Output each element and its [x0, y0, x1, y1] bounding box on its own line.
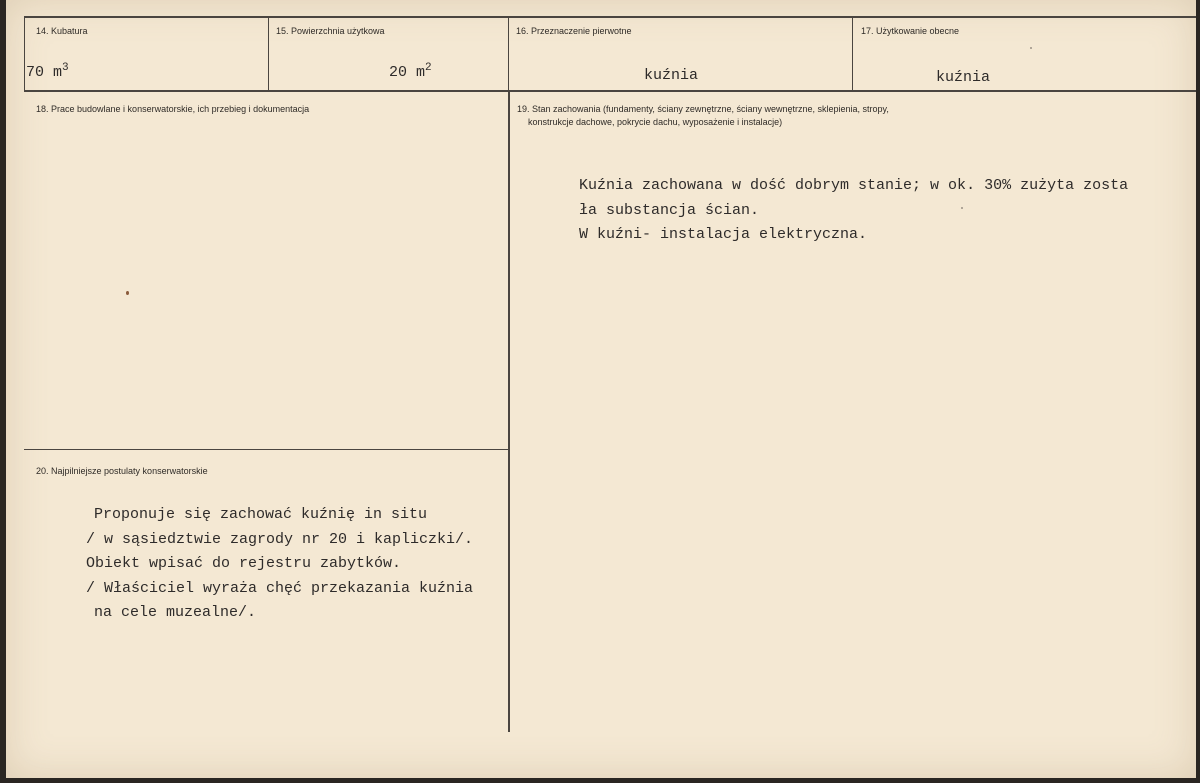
divider-main — [508, 90, 510, 732]
field-17-value: kuźnia — [936, 69, 991, 86]
kubatura-value: 70 m — [26, 64, 63, 81]
left-rule — [24, 16, 25, 92]
field-14-label: 14. Kubatura — [36, 26, 88, 36]
field-19-line: Kuźnia zachowana w dość dobrym stanie; w ok. 30% zużyta zosta — [579, 177, 1129, 194]
field-14-value — [26, 62, 69, 81]
row-rule — [24, 90, 1196, 92]
field-20-line: Proponuje się zachować kuźnię in situ — [94, 506, 428, 523]
divider-15-16 — [508, 16, 509, 92]
field-20-text — [86, 503, 473, 626]
field-19-label-line2: konstrukcje dachowe, pokrycie dachu, wyposażenie i instalacje) — [528, 117, 783, 127]
field-20-line: na cele muzealne/. — [94, 604, 257, 621]
divider-18-20 — [24, 449, 510, 450]
paper-speck — [961, 207, 963, 209]
powierzchnia-value: 20 m — [389, 64, 426, 81]
field-19-line: ła substancja ścian. — [579, 201, 760, 219]
field-15-value — [389, 62, 432, 81]
field-19-label — [517, 103, 889, 129]
divider-16-17 — [852, 16, 853, 92]
field-20-line: / Właściciel wyraża chęć przekazania kuźnia — [86, 579, 474, 597]
field-19-text — [579, 174, 1128, 248]
paper-speck — [1030, 47, 1032, 49]
kubatura-exponent: 3 — [62, 62, 69, 74]
field-20-line: Obiekt wpisać do rejestru zabytków. — [86, 555, 402, 572]
field-17-label: 17. Użytkowanie obecne — [861, 26, 960, 36]
field-16-value: kuźnia — [644, 67, 699, 84]
field-19-label-line1: 19. Stan zachowania (fundamenty, ściany zewnętrzne, ściany wewnętrzne, sklepienia, stropy, — [517, 104, 889, 114]
divider-14-15 — [268, 16, 269, 92]
field-18-label: 18. Prace budowlane i konserwatorskie, ich przebieg i dokumentacja — [36, 104, 310, 114]
field-19-line: W kuźni- instalacja elektryczna. — [579, 226, 868, 243]
paper-speck — [126, 291, 129, 295]
field-20-line: / w sąsiedztwie zagrody nr 20 i kapliczki/. — [86, 530, 474, 548]
field-16-label: 16. Przeznaczenie pierwotne — [516, 26, 632, 36]
top-rule — [24, 16, 1196, 18]
field-15-label: 15. Powierzchnia użytkowa — [276, 26, 385, 36]
document-page — [6, 0, 1196, 778]
powierzchnia-exponent: 2 — [425, 62, 432, 74]
field-20-label: 20. Najpilniejsze postulaty konserwatorskie — [36, 466, 208, 476]
